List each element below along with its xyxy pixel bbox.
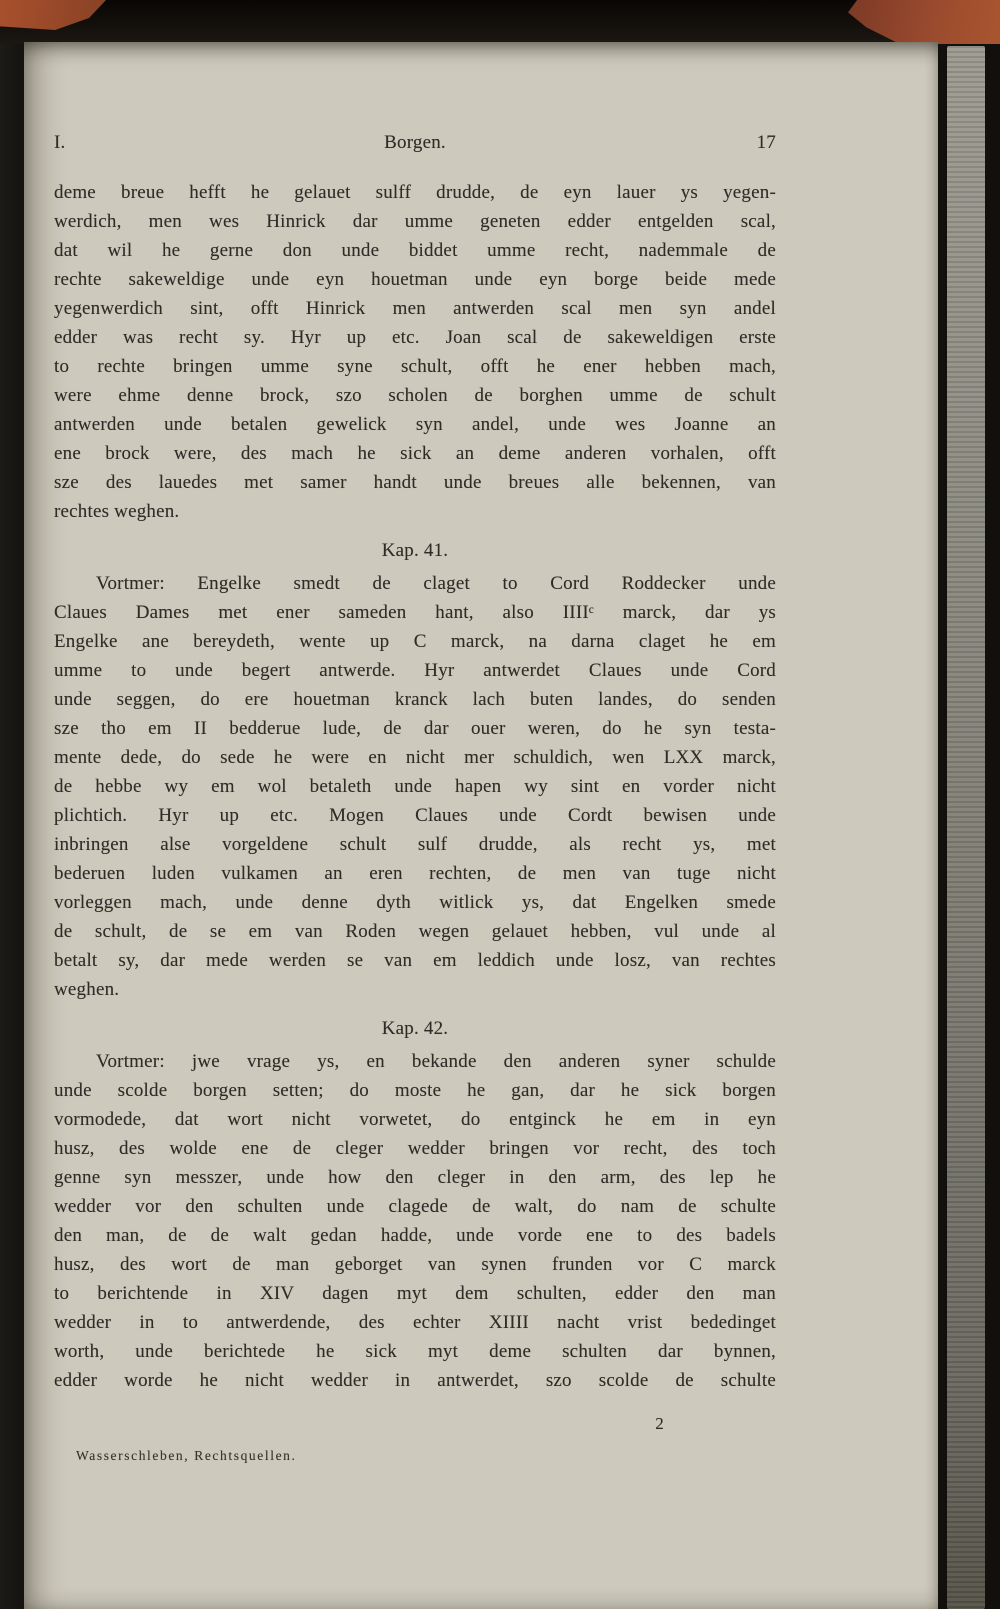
text-line: werdich, men wes Hinrick dar umme geneten edder entgelden scal, xyxy=(54,211,776,232)
text-line: unde scolde borgen setten; do moste he gan, dar he sick borgen xyxy=(54,1080,776,1101)
text-line: sze des lauedes met samer handt unde breues alle bekennen, van xyxy=(54,472,776,493)
page-number: 17 xyxy=(756,132,777,153)
text-line: edder worde he nicht wedder in antwerdet, szo scolde de schulte xyxy=(54,1370,776,1391)
imprint: Wasserschleben, Rechtsquellen. xyxy=(76,1448,297,1463)
text-line: bederuen luden vulkamen an eren rechten, de men van tuge nicht xyxy=(54,863,776,884)
chapter-heading-41: Kap. 41. xyxy=(381,540,449,561)
text-line: unde seggen, do ere houetman kranck lach buten landes, do senden xyxy=(54,689,776,710)
running-header xyxy=(54,128,776,157)
section-number: I. xyxy=(54,132,66,153)
text-line: Vortmer: Engelke smedt de claget to Cord Roddecker unde xyxy=(96,573,776,594)
text-line: ene brock were, des mach he sick an deme anderen vorhalen, offt xyxy=(54,443,776,464)
text-line: sze tho em II bedderue lude, de dar ouer weren, do he syn testa- xyxy=(54,718,776,739)
paragraph-continuation xyxy=(54,178,776,526)
text-line: yegenwerdich sint, offt Hinrick men antwerden scal men syn andel xyxy=(54,298,776,319)
text-line: den man, de de walt gedan hadde, unde vorde ene to des badels xyxy=(54,1225,776,1246)
text-line: to berichtende in XIV dagen myt dem schulten, edder den man xyxy=(54,1283,776,1304)
text-line: antwerden unde betalen gewelick syn andel, unde wes Joanne an xyxy=(54,414,776,435)
text-line: vormodede, dat wort nicht vorwetet, do entginck he em in eyn xyxy=(54,1109,776,1130)
page-block-fore-edge xyxy=(938,44,1000,1609)
book-cover-top-edge xyxy=(0,0,1000,44)
text-line: wedder vor den schulten unde clagede de walt, do nam de schulte xyxy=(54,1196,776,1217)
text-line: rechtes weghen. xyxy=(54,501,180,522)
text-line: mente dede, do sede he were en nicht mer schuldich, wen LXX marck, xyxy=(54,747,776,768)
text-line: Claues Dames met ener sameden hant, also IIIIᶜ marck, dar ys xyxy=(54,602,776,623)
text-line: worth, unde berichtede he sick myt deme schulten dar bynnen, xyxy=(54,1341,776,1362)
text-line: husz, des wort de man geborget van synen frunden vor C marck xyxy=(54,1254,776,1275)
text-line: betalt sy, dar mede werden se van em leddich unde losz, van rechtes xyxy=(54,950,776,971)
running-title: Borgen. xyxy=(384,132,446,153)
text-line: Vortmer: jwe vrage ys, en bekande den anderen syner schulde xyxy=(96,1051,776,1072)
text-line: genne syn messzer, unde how den cleger in den arm, des lep he xyxy=(54,1167,776,1188)
text-line: to rechte bringen umme syne schult, offt he ener hebben mach, xyxy=(54,356,776,377)
text-line: rechte sakeweldige unde eyn houetman unde eyn borge beide mede xyxy=(54,269,776,290)
paragraph-kap-41 xyxy=(54,569,776,1004)
chapter-heading-42: Kap. 42. xyxy=(381,1018,449,1039)
text-line: dat wil he gerne don unde biddet umme recht, nademmale de xyxy=(54,240,776,261)
text-column xyxy=(54,128,776,1470)
book-page xyxy=(24,42,938,1609)
text-line: plichtich. Hyr up etc. Mogen Claues unde Cordt bewisen unde xyxy=(54,805,776,826)
text-line: deme breue hefft he gelauet sulff drudde, de eyn lauer ys yegen- xyxy=(54,182,776,203)
text-line: vorleggen mach, unde denne dyth witlick ys, dat Engelken smede xyxy=(54,892,776,913)
text-line: umme to unde begert antwerde. Hyr antwerdet Claues unde Cord xyxy=(54,660,776,681)
text-line: wedder in to antwerdende, des echter XIIII nacht vrist bededinget xyxy=(54,1312,776,1333)
text-line: de hebbe wy em wol betaleth unde hapen wy sint en vorder nicht xyxy=(54,776,776,797)
text-line: were ehme denne brock, szo scholen de borghen umme de schult xyxy=(54,385,776,406)
text-line: edder was recht sy. Hyr up etc. Joan scal de sakeweldigen erste xyxy=(54,327,776,348)
signature-mark: 2 xyxy=(655,1414,664,1433)
text-line: weghen. xyxy=(54,979,120,1000)
text-line: husz, des wolde ene de cleger wedder bringen vor recht, des toch xyxy=(54,1138,776,1159)
text-line: Engelke ane bereydeth, wente up C marck, na darna claget he em xyxy=(54,631,776,652)
text-line: de schult, de se em van Roden wegen gelauet hebben, vul unde al xyxy=(54,921,776,942)
text-line: inbringen alse vorgeldene schult sulf drudde, als recht ys, met xyxy=(54,834,776,855)
paragraph-kap-42 xyxy=(54,1047,776,1395)
